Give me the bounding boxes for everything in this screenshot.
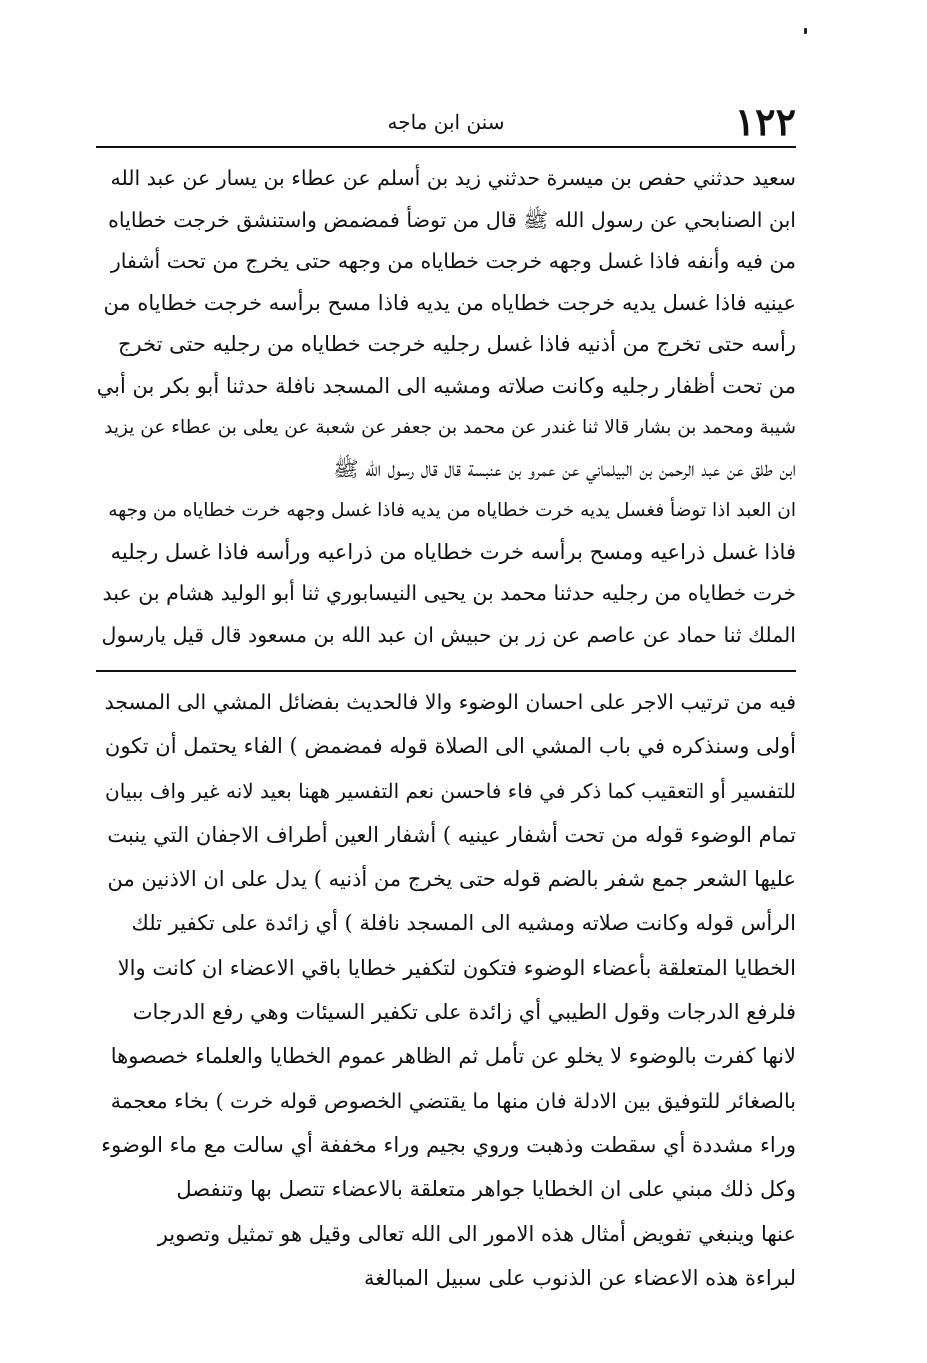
text-line: ان العبد اذا توضأ فغسل يديه خرت خطاياه من يديه فاذا غسل وجهه خرت خطاياه من وجهه bbox=[108, 500, 796, 521]
text-line: خرت خطاياه من رجليه حدثنا محمد بن يحيى النيسابوري ثنا أبو الوليد هشام بن عبد bbox=[102, 581, 796, 605]
commentary-line: فيه من ترتيب الاجر على احسان الوضوء والا فالحديث بفضائل المشي الى المسجد bbox=[104, 690, 796, 714]
text-line: فاذا غسل ذراعيه ومسح برأسه خرت خطاياه من ذراعيه ورأسه فاذا غسل رجليه bbox=[110, 539, 796, 564]
commentary-separator bbox=[96, 670, 796, 672]
commentary-line: عنها وينبغي تفويض أمثال هذه الامور الى الله تعالى وقيل هو تمثيل وتصوير bbox=[157, 1221, 796, 1246]
commentary-line: الخطايا المتعلقة بأعضاء الوضوء فتكون لتكفير خطايا باقي الاعضاء ان كانت والا bbox=[117, 955, 796, 980]
commentary-line: أولى وسنذكره في باب المشي الى الصلاة قوله فمضمض ) الفاء يحتمل أن تكون bbox=[104, 734, 796, 759]
page-number: ١٢٢ bbox=[734, 99, 796, 144]
commentary-text bbox=[96, 680, 796, 1300]
text-line: عينيه فاذا غسل يديه خرجت خطاياه من يديه فاذا مسح برأسه خرجت خطاياه من bbox=[103, 290, 796, 315]
commentary-line: تمام الوضوء قوله من تحت أشفار عينيه ) أشفار العين أطراف الاجفان التي ينبت bbox=[107, 822, 796, 847]
commentary-line: بالصغائر للتوفيق بين الادلة فان منها ما يقتضي الخصوص قوله خرت ) بخاء معجمة bbox=[110, 1088, 796, 1113]
commentary-line: لانها كفرت بالوضوء لا يخلو عن تأمل ثم الظاهر عموم الخطايا والعلماء خصصوها bbox=[110, 1044, 796, 1069]
commentary-line: وراء مشددة أي سقطت وذهبت وروي بجيم وراء مخففة أي سالت مع ماء الوضوء bbox=[101, 1132, 796, 1157]
text-line: من فيه وأنفه فاذا غسل وجهه خرجت خطاياه من وجهه حتى يخرج من تحت أشفار bbox=[110, 249, 796, 273]
running-title: سنن ابن ماجه bbox=[387, 110, 505, 134]
commentary-line: عليها الشعر جمع شفر بالضم قوله حتى يخرج من أذنيه ) يدل على ان الاذنين من bbox=[107, 867, 796, 892]
commentary-line: لبراءة هذه الاعضاء عن الذنوب على سبيل المبالغة bbox=[364, 1265, 796, 1290]
text-line: سعيد حدثني حفص بن ميسرة حدثني زيد بن أسلم عن عطاء بن يسار عن عبد الله bbox=[110, 166, 796, 190]
text-line: شيبة ومحمد بن بشار قالا ثنا غندر عن محمد بن جعفر عن شعبة عن يعلى بن عطاء عن يزيد bbox=[104, 417, 796, 438]
commentary-line: وكل ذلك مبني على ان الخطايا جواهر متعلقة بالاعضاء تتصل بها وتنفصل bbox=[176, 1177, 796, 1202]
text-line: رأسه حتى تخرج من أذنيه فاذا غسل رجليه خرجت خطاياه من رجليه حتى تخرج bbox=[117, 332, 796, 356]
commentary-line: فلرفع الدرجات وقول الطيبي أي زائدة على تكفير السيئات وهي رفع الدرجات bbox=[132, 1000, 796, 1025]
hadith-text bbox=[96, 158, 796, 656]
commentary-line: للتفسير أو التعقيب كما ذكر في فاء فاحسن نعم التفسير ههنا بعيد لانه غير واف ببيان bbox=[105, 778, 796, 803]
header-rule bbox=[96, 146, 796, 148]
commentary-line: الرأس قوله وكانت صلاته ومشيه الى المسجد نافلة ) أي زائدة على تكفير تلك bbox=[131, 911, 796, 936]
text-line: ابن طلق عن عبد الرحمن بن البيلماني عن عمرو بن عنبسة قال قال رسول الله ﷺ bbox=[333, 456, 796, 481]
page-header bbox=[96, 99, 796, 144]
text-line: من تحت أظفار رجليه وكانت صلاته ومشيه الى المسجد نافلة حدثنا أبو بكر بن أبي bbox=[96, 373, 796, 398]
text-line: ابن الصنابحي عن رسول الله ﷺ قال من توضأ فمضمض واستنشق خرجت خطاياه bbox=[108, 207, 796, 232]
ink-speck bbox=[804, 28, 807, 34]
text-line: الملك ثنا حماد عن عاصم عن زر بن حبيش ان عبد الله بن مسعود قال قيل يارسول bbox=[101, 622, 796, 647]
